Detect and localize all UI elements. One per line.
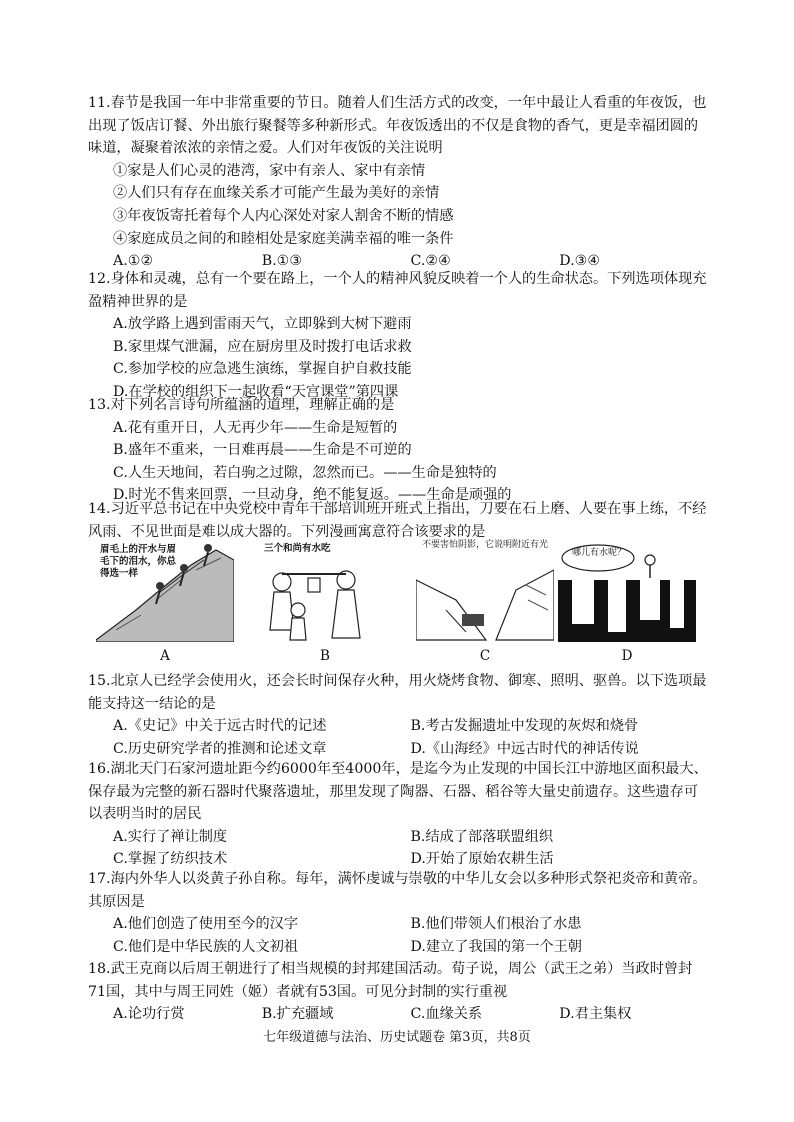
comic-caption: 不要害怕阴影，它说明附近有光 xyxy=(422,540,549,550)
question-12 xyxy=(88,268,708,404)
question-14 xyxy=(88,498,708,543)
option-b[interactable]: B.扩充疆域 xyxy=(261,1006,334,1023)
option-b[interactable]: B.家里煤气泄漏，应在厨房里及时拨打电话求救 xyxy=(113,338,412,355)
panel-label-b[interactable]: B xyxy=(320,648,330,664)
question-13 xyxy=(88,394,708,507)
panel-label-a[interactable]: A xyxy=(160,648,170,664)
question-11 xyxy=(88,92,708,273)
options-row xyxy=(113,936,708,959)
options-row xyxy=(113,826,708,849)
question-18 xyxy=(88,958,708,1026)
comic-caption: 眉毛上的汗水与眉毛下的泪水，你总得选一样 xyxy=(100,544,177,579)
option-d[interactable]: D.时光不售来回票，一旦动身，绝不能复返。——生命是顽强的 xyxy=(113,487,512,504)
panel-label-d[interactable]: D xyxy=(621,648,633,664)
question-stem: 11.春节是我国一年中非常重要的节日。随着人们生活方式的改变，一年中最让人看重的年夜饭，也出现了饭店订餐、外出旅行聚餐等多种新形式。年夜饭透出的不仅是食物的香气，更是幸福团圆的味道，凝聚着浓浓的亲情之爱。人们对年夜饭的关注说明 xyxy=(88,95,707,157)
option-a[interactable]: A.花有重开日，人无再少年——生命是短暂的 xyxy=(113,419,398,436)
option-a[interactable]: A.放学路上遇到雷雨天气，立即躲到大树下避雨 xyxy=(113,316,412,333)
option-c[interactable]: C.血缘关系 xyxy=(410,1006,483,1023)
option-c[interactable]: C.人生天地间，若白驹之过隙，忽然而已。——生命是独特的 xyxy=(113,464,497,481)
statement-3: ③年夜饭寄托着每个人内心深处对家人割舍不断的情感 xyxy=(113,207,454,224)
question-stem: 18.武王克商以后周王朝进行了相当规模的封邦建国活动。荀子说，周公（武王之弟）当政时曾封71国，其中与周王同姓（姬）者就有53国。可见分封制的实行重视 xyxy=(88,961,693,1000)
question-17 xyxy=(88,868,708,958)
option-b[interactable]: B.①③ xyxy=(261,253,303,270)
option-c[interactable]: C.参加学校的应急逃生演练，掌握自护自救技能 xyxy=(113,361,412,378)
option-c[interactable]: C.②④ xyxy=(410,253,451,270)
comic-caption: 三个和尚有水吃 xyxy=(264,543,331,554)
comic-panels xyxy=(96,540,696,665)
option-b[interactable]: B.考古发掘遗址中发现的灰烬和烧骨 xyxy=(410,718,639,735)
option-a[interactable]: A.论功行赏 xyxy=(113,1006,185,1023)
option-d[interactable]: D.开始了原始农耕生活 xyxy=(410,851,554,868)
comic-three-monks-icon xyxy=(256,540,394,642)
option-a[interactable]: A.实行了禅让制度 xyxy=(113,828,228,845)
option-d[interactable]: D.建立了我国的第一个王朝 xyxy=(410,938,582,955)
option-c[interactable]: C.掌握了纺织技术 xyxy=(113,851,228,868)
option-a[interactable]: A.《史记》中关于远古时代的记述 xyxy=(113,718,327,735)
options-row xyxy=(113,1003,708,1026)
question-stem: 17.海内外华人以炎黄子孙自称。每年，满怀虔诚与崇敬的中华儿女会以多种形式祭祀炎帝和黄帝。其原因是 xyxy=(88,871,707,910)
options-row xyxy=(113,738,708,761)
comic-caption: 哪儿有水呢？ xyxy=(571,548,626,558)
comic-panel-b[interactable] xyxy=(256,540,394,642)
option-d[interactable]: D.在学校的组织下一起收看“天宫课堂”第四课 xyxy=(113,383,399,400)
comic-panel-c[interactable] xyxy=(416,540,554,642)
option-a[interactable]: A.他们创造了使用至今的汉字 xyxy=(113,916,299,933)
option-d[interactable]: D.《山海经》中远古时代的神话传说 xyxy=(410,740,639,757)
option-b[interactable]: B.他们带领人们根治了水患 xyxy=(410,916,582,933)
comic-shadow-light-icon xyxy=(416,540,554,642)
question-stem: 14.习近平总书记在中央党校中青年干部培训班开班式上指出，刀要在石上磨、人要在事上练，不经风雨、不见世面是难以成大器的。下列漫画寓意符合该要求的是 xyxy=(88,501,707,540)
statement-2: ②人们只有存在血缘关系才可能产生最为美好的亲情 xyxy=(113,185,440,202)
options-row xyxy=(113,715,708,738)
question-16 xyxy=(88,758,708,871)
question-stem: 16.湖北天门石家河遗址距今约6000年至4000年，是迄今为止发现的中国长江中游地区面积最大、保存最为完整的新石器时代聚落遗址，那里发现了陶器、石器、稻谷等大量史前遗存。这些遗存可以表明当时的居民 xyxy=(88,761,708,823)
comic-panel-a[interactable] xyxy=(96,540,234,642)
statement-1: ①家是人们心灵的港湾，家中有亲人、家中有亲情 xyxy=(113,162,426,179)
option-d[interactable]: D.君主集权 xyxy=(559,1006,632,1023)
question-stem: 13.对下列名言诗句所蕴涵的道理，理解正确的是 xyxy=(88,397,395,413)
page-footer: 七年级道德与法治、历史试题卷 第3页，共8页 xyxy=(263,1030,531,1045)
statement-4: ④家庭成员之间的和睦相处是家庭美满幸福的唯一条件 xyxy=(113,230,454,247)
option-d[interactable]: D.③④ xyxy=(559,253,601,270)
option-a[interactable]: A.①② xyxy=(113,253,154,270)
options-row xyxy=(113,913,708,936)
panel-label-c[interactable]: C xyxy=(479,648,491,664)
question-stem: 12.身体和灵魂，总有一个要在路上，一个人的精神风貌反映着一个人的生命状态。下列选项体现充盈精神世界的是 xyxy=(88,271,707,310)
option-c[interactable]: C.历史研究学者的推测和论述文章 xyxy=(113,740,327,757)
question-15 xyxy=(88,670,708,760)
question-stem: 15.北京人已经学会使用火，还会长时间保存火种，用火烧烤食物、御寒、照明、驱兽。以下选项最能支持这一结论的是 xyxy=(88,673,707,712)
option-c[interactable]: C.他们是中华民族的人文初祖 xyxy=(113,938,299,955)
option-b[interactable]: B.盛年不重来，一日难再晨——生命是不可逆的 xyxy=(113,442,412,459)
option-b[interactable]: B.结成了部落联盟组织 xyxy=(410,828,554,845)
comic-panel-d[interactable] xyxy=(558,540,696,642)
